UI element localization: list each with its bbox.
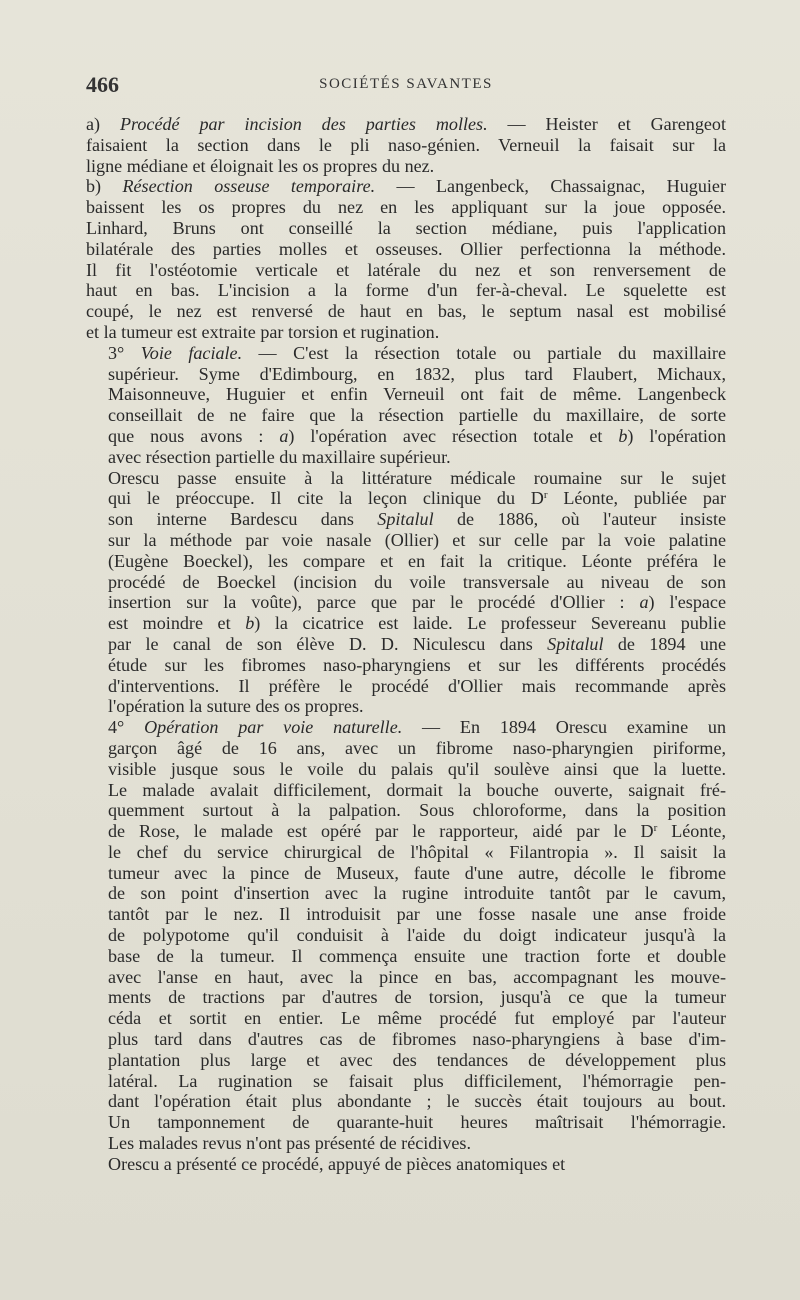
text-line: Le malade avalait difficilement, dormait la bouche ouverte, saignait fré- [108,779,726,800]
text-line: tumeur avec la pince de Museux, faute d'une autre, décolle le fibrome [108,862,726,883]
text-line: Il fit l'ostéotomie verticale et latérale du nez et son renversement de [86,259,726,280]
text-line: (Eugène Boeckel), les compare et en fait la critique. Léonte préféra le [108,550,726,571]
page-header [86,72,726,102]
text-line: et la tumeur est extraite par torsion et rugination. [86,321,440,342]
body-text [86,114,726,1175]
text-line: baissent les os propres du nez en les appliquant sur la joue opposée. [86,197,726,218]
paragraph-presentation [86,1154,726,1175]
paragraph-voie-faciale [86,343,726,468]
text-line: son interne Bardescu dans Spitalul de 1886, où l'auteur insiste [108,509,726,530]
text-line: dant l'opération était plus abondante ; le succès était toujours au bout. [108,1091,726,1112]
text-line: coupé, le nez est renversé de haut en bas, le septum nasal est mobilisé [86,301,726,322]
text-line: de polypotome qu'il conduisit à l'aide du doigt indicateur jusqu'à la [108,925,726,946]
text-line: supérieur. Syme d'Edimbourg, en 1832, plus tard Flaubert, Michaux, [108,363,726,384]
text-line: d'interventions. Il préfère le procédé d'Ollier mais recommande après [108,675,726,696]
text-line: céda et sortit en entier. Le même procédé fut employé par l'auteur [108,1008,726,1029]
text-line: le chef du service chirurgical de l'hôpital « Filantropia ». Il saisit la [108,841,726,862]
text-line: plus tard dans d'autres cas de fibromes naso-pharyngiens à base d'im- [108,1029,726,1050]
text-line: est moindre et b) la cicatrice est laide. Le professeur Severeanu publie [108,613,726,634]
text-line: de Rose, le malade est opéré par le rapporteur, aidé par le $D^r$ Léonte, [108,821,726,842]
page-number: 466 [86,72,119,97]
paragraph-voie-naturelle [86,717,726,1154]
text-line: visible jusque sous le voile du palais qu'il soulève ainsi que la luette. [108,758,726,779]
text-line: tantôt par le nez. Il introduisit par une fosse nasale une anse froide [108,904,726,925]
paragraph-parties-molles [86,114,726,176]
text-line: que nous avons : a) l'opération avec résection totale et b) l'opération [108,425,726,446]
text-line: qui le préoccupe. Il cite la leçon clinique du $D^r$ Léonte, publiée par [108,488,726,509]
running-head: SOCIÉTÉS SAVANTES [319,76,493,92]
text-line: 4° Opération par voie naturelle. — En 1894 Orescu examine un [108,717,726,738]
text-line: Maisonneuve, Huguier et enfin Verneuil ont fait de même. Langenbeck [108,384,726,405]
text-line: Linhard, Bruns ont conseillé la section médiane, puis l'application [86,217,726,238]
text-line: haut en bas. L'incision a la forme d'un fer-à-cheval. Le squelette est [86,280,726,301]
text-line: procédé de Boeckel (incision du voile transversale au niveau de son [108,571,726,592]
text-line: étude sur les fibromes naso-pharyngiens et sur les différents procédés [108,654,726,675]
text-line: par le canal de son élève D. D. Niculescu dans Spitalul de 1894 une [108,633,726,654]
text-line: l'opération la suture des os propres. [108,696,364,717]
text-line: ligne médiane et éloignait les os propres du nez. [86,155,435,176]
text-line: insertion sur la voûte), parce que par le procédé d'Ollier : a) l'espace [108,592,726,613]
text-line: avec résection partielle du maxillaire supérieur. [108,446,451,467]
text-line: Un tamponnement de quarante-huit heures maîtrisait l'hémorragie. [108,1112,726,1133]
text-line: de son point d'insertion avec la rugine introduite tantôt par le cavum, [108,883,726,904]
text-line: base de la tumeur. Il commença ensuite une traction forte et double [108,945,726,966]
paragraph-resection-temporaire [86,176,726,342]
text-line: Orescu passe ensuite à la littérature médicale roumaine sur le sujet [108,467,726,488]
text-line: Orescu a présenté ce procédé, appuyé de pièces anatomiques et [108,1153,566,1174]
text-line: 3° Voie faciale. — C'est la résection totale ou partiale du maxillaire [108,342,726,363]
text-line: Les malades revus n'ont pas présenté de récidives. [108,1133,471,1154]
text-line: quemment surtout à la palpation. Sous chloroforme, dans la position [108,800,726,821]
text-line: ments de tractions par d'autres de torsion, jusqu'à ce que la tumeur [108,987,726,1008]
paragraph-litterature-roumaine [86,468,726,718]
text-line: b) Résection osseuse temporaire. — Langenbeck, Chassaignac, Huguier [86,176,726,197]
text-line: sur la méthode par voie nasale (Ollier) et sur celle par la voie palatine [108,529,726,550]
text-line: garçon âgé de 16 ans, avec un fibrome naso-pharyngien piriforme, [108,737,726,758]
text-line: bilatérale des parties molles et osseuses. Ollier perfectionna la méthode. [86,238,726,259]
text-line: a) Procédé par incision des parties molles. — Heister et Garengeot [86,114,726,134]
text-line: plantation plus large et avec des tendances de développement plus [108,1049,726,1070]
text-line: conseillait de ne faire que la résection partielle du maxillaire, de sorte [108,405,726,426]
text-line: latéral. La rugination se faisait plus difficilement, l'hémorragie pen- [108,1070,726,1091]
text-line: avec l'anse en haut, avec la pince en bas, accompagnant les mouve- [108,966,726,987]
text-line: faisaient la section dans le pli naso-génien. Verneuil la faisait sur la [86,134,726,155]
